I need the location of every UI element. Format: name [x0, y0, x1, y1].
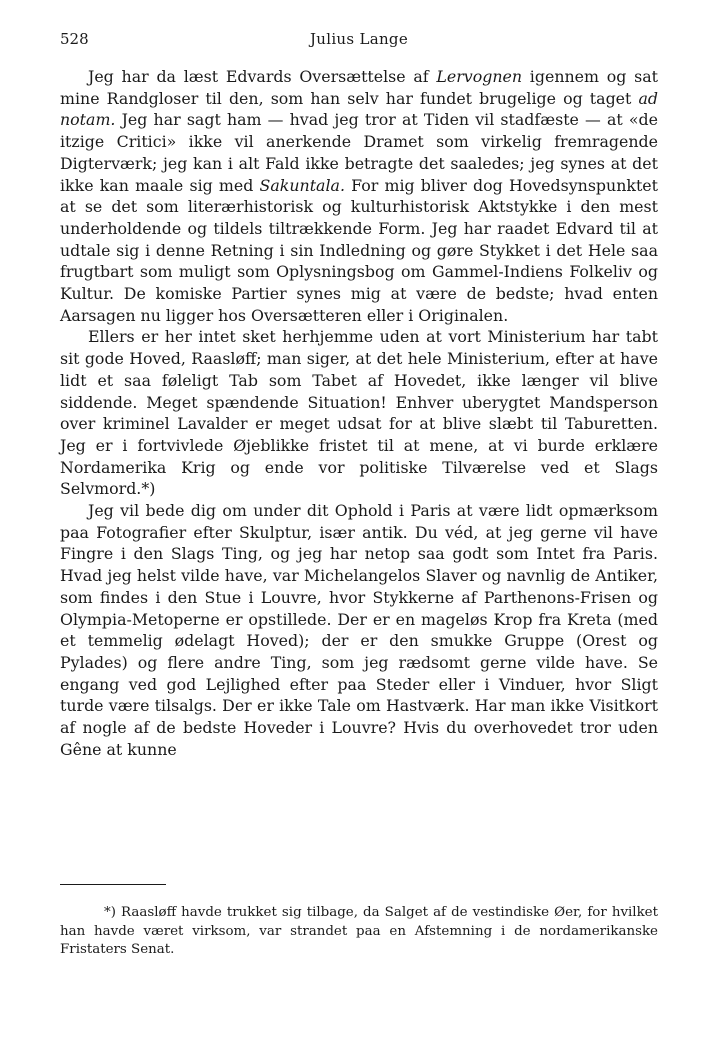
- text-segment: Jeg har sagt ham — hvad jeg tror at Tiden vil stadfæste — at «de itzige Critici» ikke vil anerkende Dramet som virkelig fremragende Digterværk; jeg kan i alt Fald ikke betragte det saaledes; jeg synes at det ikke kan maale sig med: [60, 110, 658, 195]
- footnote: [60, 904, 658, 960]
- running-head: Julius Lange: [309, 30, 409, 48]
- italic-title-lervognen: Lervognen: [436, 67, 523, 86]
- italic-phrase-ad-notam: ad notam.: [60, 88, 658, 130]
- italic-title-sakuntala: Sakuntala.: [259, 175, 345, 195]
- text-segment: igennem og sat mine Randgloser til den, som han selv har fundet brugelige og taget: [60, 67, 658, 108]
- footnote-divider: [60, 884, 166, 885]
- paragraph-3: [60, 500, 658, 760]
- page-header: [60, 30, 658, 52]
- paragraph-1: [60, 66, 658, 326]
- footnote-text: *) Raasløff havde trukket sig tilbage, da Salget af de vestindiske Øer, for hvilket han havde været virksom, var strandet paa en Afstemning i de nordamerikanske Fristaters Senat.: [60, 905, 658, 957]
- text-segment: For mig bliver dog Hovedsynspunktet at se det som literærhistorisk og kulturhistorisk Aktstykke i den mest underholdende og tildels tiltrækkende Form. Jeg har raadet Edvard til at udtale sig i denne Retning i sin Indledning og gøre Stykket i det Hele saa frugtbart som muligt som Oplysningsbog om Gammel-Indiens Folkeliv og Kultur. De komiske Partier synes mig at være de bedste; hvad enten Aarsagen nu ligger hos Oversætteren eller i Originalen.: [60, 175, 659, 325]
- text-segment: Jeg har da læst Edvards Oversættelse af: [88, 67, 437, 86]
- page-number: 528: [60, 30, 89, 48]
- body-text: [60, 66, 658, 761]
- paragraph-2: [60, 326, 658, 500]
- text-segment: Jeg vil bede dig om under dit Ophold i Paris at være lidt opmærksom paa Fotografier efter Skulptur, især antik. Du véd, at jeg gerne vil have Fingre i den Slags Ting, og jeg har netop saa godt som Intet fra Paris. Hvad jeg helst vilde have, var Michelangelos Slaver og navnlig de Antiker, som findes i den Stue i Louvre, hvor Stykkerne af Parthenons-Frisen og Olympia-Metoperne er opstillede. Der er en mageløs Krop fra Kreta (med et temmelig ødelagt Hoved); der er den smukke Gruppe (Orest og Pylades) og flere andre Ting, som jeg rædsomt gerne vilde have. Se engang ved god Lejlighed efter paa Steder eller i Vinduer, hvor Sligt turde være tilsalgs. Der er ikke Tale om Hastværk. Har man ikke Visitkort af nogle af de bedste Hoveder i Louvre? Hvis du overhovedet tror uden Gêne at kunne: [60, 501, 658, 759]
- text-segment: Ellers er her intet sket herhjemme uden at vort Ministerium har tabt sit gode Hoved, Raasløff; man siger, at det hele Ministerium, efter at have lidt et saa føleligt Tab som Tabet af Hovedet, ikke længer vil blive siddende. Meget spændende Situation! Enhver uberygtet Mandsperson over kriminel Lavalder er meget udsat for at blive slæbt til Taburetten. Jeg er i fortvivlede Øjeblikke fristet til at mene, at vi burde erklære Nordamerika Krig og ende vor politiske Tilværelse ved et Slags Selvmord.*): [60, 327, 658, 499]
